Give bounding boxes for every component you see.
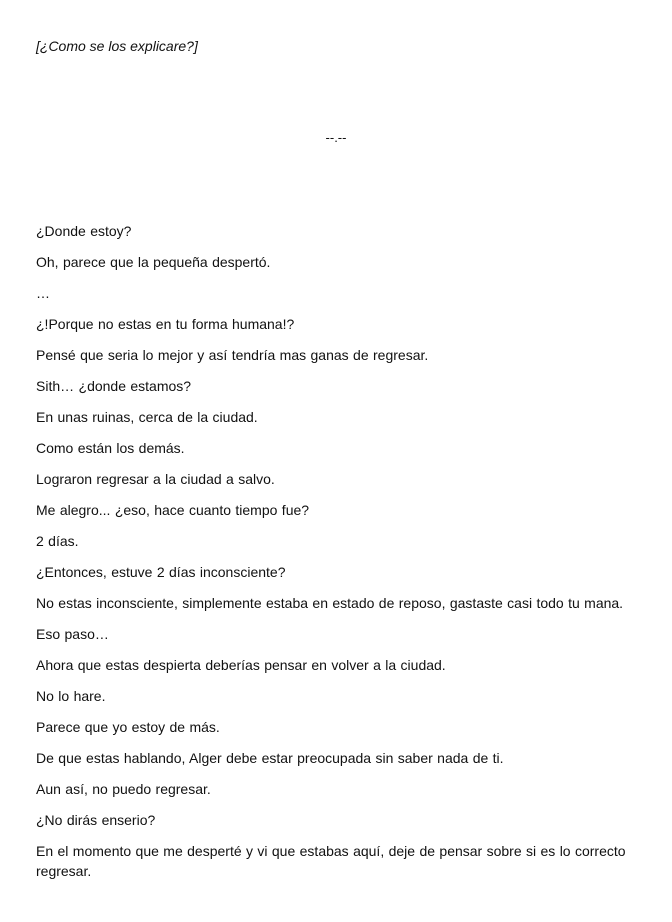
paragraph: En unas ruinas, cerca de la ciudad. [36, 409, 258, 425]
paragraph: Como están los demás. [36, 440, 185, 456]
paragraph: Me alegro... ¿eso, hace cuanto tiempo fue? [36, 502, 310, 518]
paragraph: Eso paso… [36, 626, 109, 642]
dialogue-body [36, 221, 636, 892]
paragraph: ¿Entonces, estuve 2 días inconsciente? [36, 564, 286, 580]
paragraph: … [36, 285, 50, 301]
paragraph: ¿!Porque no estas en tu forma humana!? [36, 316, 295, 332]
paragraph: Oh, parece que la pequeña despertó. [36, 254, 271, 270]
paragraph: Parece que yo estoy de más. [36, 719, 220, 735]
paragraph: No lo hare. [36, 688, 106, 704]
paragraph: 2 días. [36, 533, 79, 549]
paragraph: Ahora que estas despierta deberías pensar en volver a la ciudad. [36, 657, 446, 673]
paragraph: ¿Donde estoy? [36, 223, 132, 239]
paragraph: De que estas hablando, Alger debe estar preocupada sin saber nada de ti. [36, 750, 504, 766]
section-separator: --.-- [325, 130, 347, 145]
paragraph: En el momento que me desperté y vi que estabas aquí, deje de pensar sobre si es lo correcto regresar. [36, 843, 626, 879]
paragraph: Sith… ¿donde estamos? [36, 378, 192, 394]
paragraph: ¿No dirás enserio? [36, 812, 156, 828]
paragraph: Lograron regresar a la ciudad a salvo. [36, 471, 275, 487]
chapter-heading: [¿Como se los explicare?] [36, 38, 198, 54]
paragraph: No estas inconsciente, simplemente estaba en estado de reposo, gastaste casi todo tu mana. [36, 595, 624, 611]
paragraph: Aun así, no puedo regresar. [36, 781, 211, 797]
paragraph: Pensé que seria lo mejor y así tendría mas ganas de regresar. [36, 347, 429, 363]
